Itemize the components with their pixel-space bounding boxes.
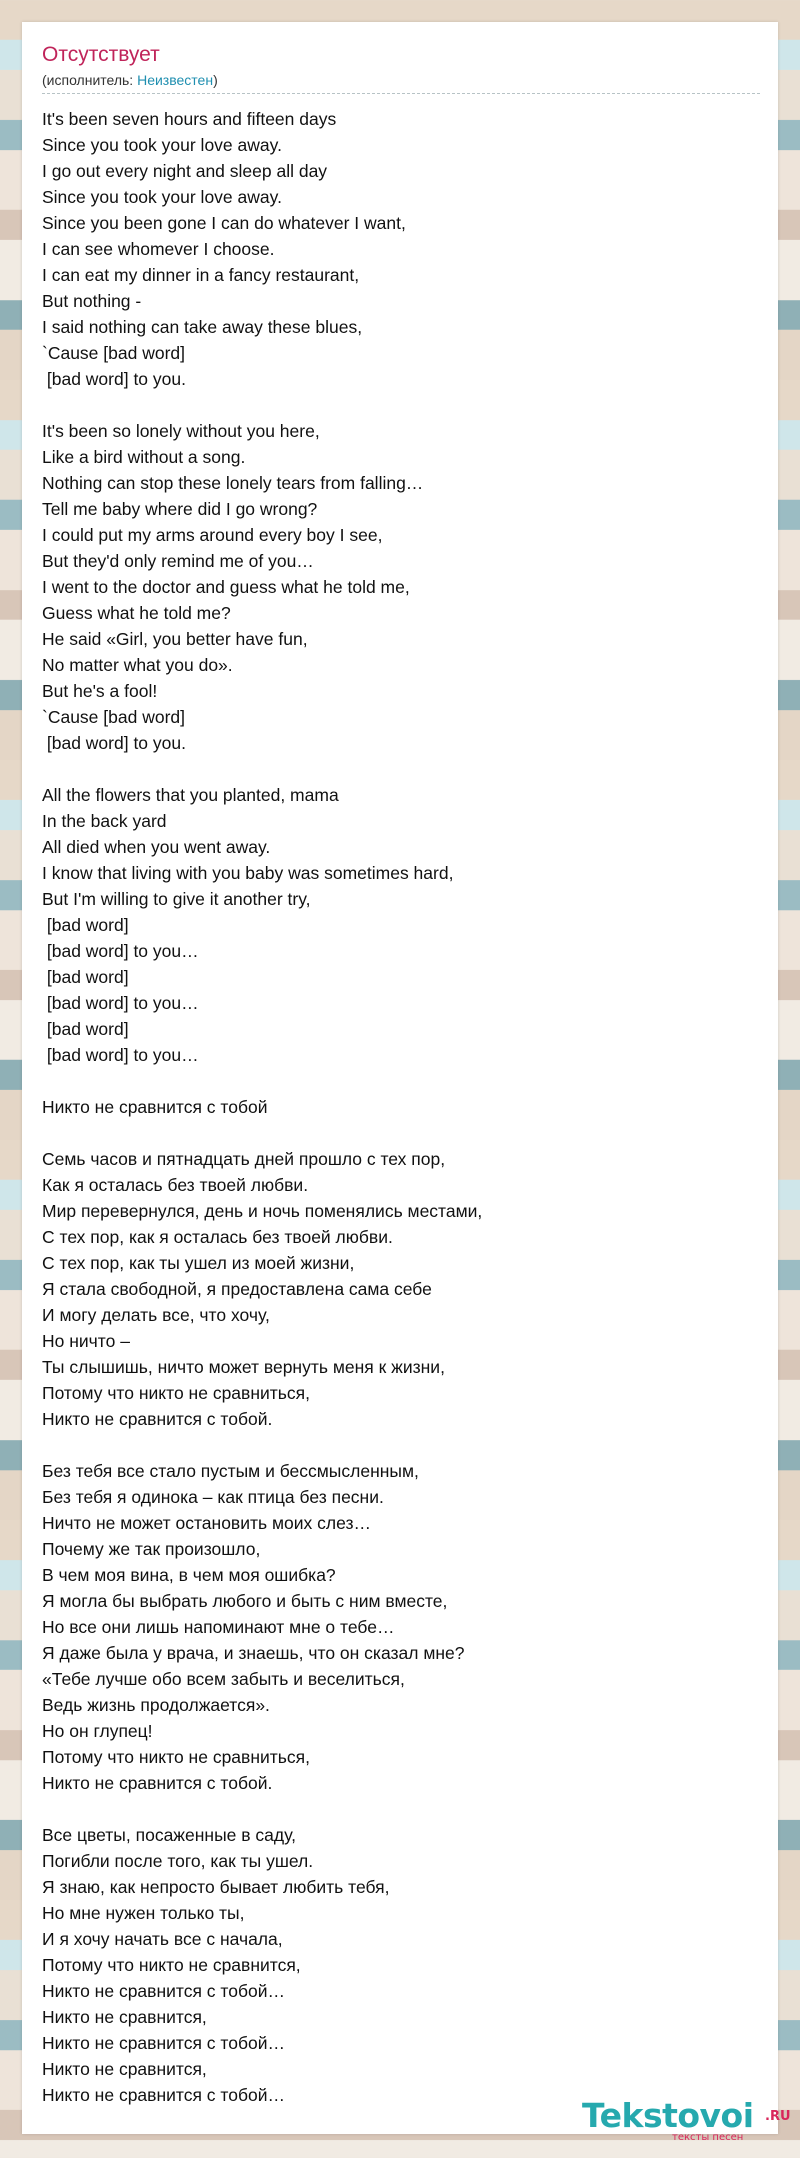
artist-line xyxy=(42,71,218,89)
lyrics-line: Никто не сравнится с тобой… xyxy=(42,1981,285,2001)
lyrics-line: It's been so lonely without you here, xyxy=(42,421,320,441)
lyrics-line: `Cause [bad word] xyxy=(42,707,185,727)
lyrics-line: [bad word] to you… xyxy=(42,941,199,961)
lyrics-line: But he's a fool! xyxy=(42,681,158,701)
lyrics-line: I said nothing can take away these blues, xyxy=(42,317,363,337)
lyrics-line: Ничто не может остановить моих слез… xyxy=(42,1513,371,1533)
lyrics-line: Как я осталась без твоей любви. xyxy=(42,1175,309,1195)
lyrics-line: Все цветы, посаженные в саду, xyxy=(42,1825,296,1845)
lyrics-line: Никто не сравнится с тобой. xyxy=(42,1773,273,1793)
lyrics-line: Семь часов и пятнадцать дней прошло с тех пор, xyxy=(42,1149,446,1169)
lyrics-card xyxy=(22,22,791,2143)
lyrics-line: Я могла бы выбрать любого и быть с ним вместе, xyxy=(42,1591,448,1611)
lyrics-line: С тех пор, как ты ушел из моей жизни, xyxy=(42,1253,355,1273)
lyrics-line: [bad word] to you. xyxy=(42,369,186,389)
lyrics-line: It's been seven hours and fifteen days xyxy=(42,109,337,129)
lyrics-line: [bad word] xyxy=(42,915,129,935)
title-divider xyxy=(42,93,760,94)
lyrics-line: Я знаю, как непросто бывает любить тебя, xyxy=(42,1877,390,1897)
lyrics-line: He said «Girl, you better have fun, xyxy=(42,629,308,649)
lyrics-line: I went to the doctor and guess what he told me, xyxy=(42,577,410,597)
lyrics-line: I can see whomever I choose. xyxy=(42,239,275,259)
lyrics-line: Почему же так произошло, xyxy=(42,1539,261,1559)
lyrics-blank-line xyxy=(42,1068,722,1094)
lyrics-line: Tell me baby where did I go wrong? xyxy=(42,499,318,519)
logo-wordmark: Tekstovoi xyxy=(582,2096,754,2135)
lyrics-line: All the flowers that you planted, mama xyxy=(42,785,339,805)
lyrics-line: Никто не сравнится, xyxy=(42,2007,207,2027)
lyrics-line: И могу делать все, что хочу, xyxy=(42,1305,270,1325)
lyrics-line: Nothing can stop these lonely tears from falling… xyxy=(42,473,424,493)
lyrics-line: Никто не сравнится, xyxy=(42,2059,207,2079)
lyrics-line: Никто не сравнится с тобой… xyxy=(42,2085,285,2105)
logo-domain: .RU xyxy=(765,2109,791,2124)
lyrics-line: Since you been gone I can do whatever I want, xyxy=(42,213,406,233)
lyrics-line: Без тебя я одинока – как птица без песни. xyxy=(42,1487,384,1507)
lyrics-line: Потому что никто не сравниться, xyxy=(42,1747,310,1767)
lyrics-line: Since you took your love away. xyxy=(42,187,282,207)
lyrics-line: [bad word] to you… xyxy=(42,993,199,1013)
lyrics-line: I can eat my dinner in a fancy restaurant, xyxy=(42,265,360,285)
lyrics-line: `Cause [bad word] xyxy=(42,343,185,363)
lyrics-line: Потому что никто не сравниться, xyxy=(42,1383,310,1403)
lyrics-line: Никто не сравнится с тобой xyxy=(42,1097,268,1117)
lyrics-line: Я даже была у врача, и знаешь, что он сказал мне? xyxy=(42,1643,465,1663)
lyrics-line: [bad word] xyxy=(42,1019,129,1039)
site-logo[interactable] xyxy=(582,2096,800,2146)
lyrics-line: Без тебя все стало пустым и бессмысленным, xyxy=(42,1461,419,1481)
lyrics-blank-line xyxy=(42,756,722,782)
lyrics-line: Потому что никто не сравнится, xyxy=(42,1955,301,1975)
lyrics-line: I could put my arms around every boy I see, xyxy=(42,525,383,545)
lyrics-line: Guess what he told me? xyxy=(42,603,231,623)
lyrics-blank-line xyxy=(42,1120,722,1146)
lyrics-line: Погибли после того, как ты ушел. xyxy=(42,1851,314,1871)
lyrics-line: Никто не сравнится с тобой. xyxy=(42,1409,273,1429)
logo-subtitle: тексты песен xyxy=(672,2132,744,2143)
lyrics-line: «Тебе лучше обо всем забыть и веселиться, xyxy=(42,1669,405,1689)
lyrics-line: В чем моя вина, в чем моя ошибка? xyxy=(42,1565,336,1585)
lyrics-blank-line xyxy=(42,1432,722,1458)
lyrics-line: [bad word] to you. xyxy=(42,733,186,753)
artist-suffix: ) xyxy=(213,72,218,88)
lyrics-line: Но мне нужен только ты, xyxy=(42,1903,245,1923)
lyrics-line: I go out every night and sleep all day xyxy=(42,161,328,181)
lyrics-line: Since you took your love away. xyxy=(42,135,282,155)
lyrics-line: In the back yard xyxy=(42,811,167,831)
lyrics-line: I know that living with you baby was sometimes hard, xyxy=(42,863,454,883)
lyrics-line: [bad word] xyxy=(42,967,129,987)
artist-prefix: (исполнитель: xyxy=(42,72,138,88)
lyrics-line: Я стала свободной, я предоставлена сама себе xyxy=(42,1279,432,1299)
lyrics-line: Ты слышишь, ничто может вернуть меня к жизни, xyxy=(42,1357,445,1377)
lyrics-line: Никто не сравнится с тобой… xyxy=(42,2033,285,2053)
lyrics-line: Но все они лишь напоминают мне о тебе… xyxy=(42,1617,395,1637)
lyrics-line: С тех пор, как я осталась без твоей любви. xyxy=(42,1227,393,1247)
lyrics-line: All died when you went away. xyxy=(42,837,271,857)
lyrics-line: [bad word] to you… xyxy=(42,1045,199,1065)
lyrics-line: But nothing - xyxy=(42,291,142,311)
lyrics-line: Но ничто – xyxy=(42,1331,130,1351)
lyrics-line: No matter what you do». xyxy=(42,655,233,675)
lyrics-line: But they'd only remind me of you… xyxy=(42,551,314,571)
artist-link[interactable]: Неизвестен xyxy=(137,72,214,88)
lyrics-line: Like a bird without a song. xyxy=(42,447,246,467)
lyrics-line: But I'm willing to give it another try, xyxy=(42,889,311,909)
song-title: Отсутствует xyxy=(42,43,160,66)
lyrics-line: Но он глупец! xyxy=(42,1721,153,1741)
lyrics-line: Ведь жизнь продолжается». xyxy=(42,1695,270,1715)
lyrics-line: Мир перевернулся, день и ночь поменялись местами, xyxy=(42,1201,483,1221)
lyrics-blank-line xyxy=(42,1796,722,1822)
lyrics-text xyxy=(42,106,722,2108)
lyrics-line: И я хочу начать все с начала, xyxy=(42,1929,283,1949)
lyrics-blank-line xyxy=(42,392,722,418)
